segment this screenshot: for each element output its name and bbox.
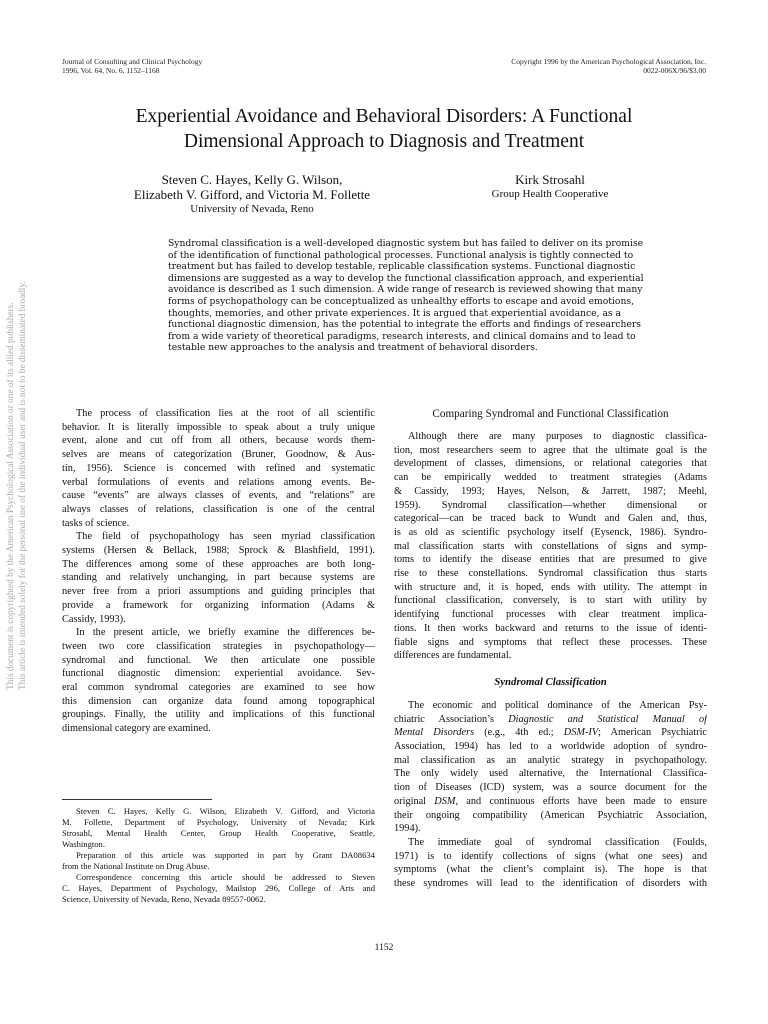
text-line: Strosahl, Mental Health Center, Group Health Cooperative, Seattle, xyxy=(62,828,375,838)
text-line: tion, most researchers seem to agree that the ultimate goal is the xyxy=(394,444,707,456)
footnote-paragraph xyxy=(62,872,375,905)
text-line: The economic and political dominance of the American Psy- xyxy=(408,699,707,711)
text-line: The only widely used alternative, the International Classifica- xyxy=(394,768,707,780)
text-line: systems (Hersen & Bellack, 1988; Sprock & Blashfield, 1991). xyxy=(62,545,375,557)
abstract-line: functional diagnostic dimension, has the potential to integrate the efforts and findings of researchers xyxy=(168,319,641,331)
issn-line: 0022-006X/96/$3.00 xyxy=(643,66,706,75)
subsection-heading: Syndromal Classification xyxy=(494,675,607,688)
text-line: tion of Diseases (ICD) system, was a source document for the xyxy=(394,782,707,794)
text-line: can be empirically wedded to treatment strategies (Adams xyxy=(394,472,707,484)
text-line: dimensional category are examined. xyxy=(62,723,211,735)
abstract-line: Syndromal classification is a well-developed diagnostic system but has failed to deliver on its promise xyxy=(168,238,644,249)
text-line: their ongoing compatibility (American Psychiatric Association, xyxy=(394,809,707,821)
text-line: symptoms (what the client’s complaint is). The hope is that xyxy=(394,864,707,876)
author-line: Elizabeth V. Gifford, and Victoria M. Follette xyxy=(133,187,371,202)
text-line: mal classification as an analytic strategy in psychopathology. xyxy=(394,754,707,766)
copyright-notice xyxy=(511,57,706,75)
sidebar-usage-line: This article is intended solely for the personal use of the individual user and is not to be disseminated broadly. xyxy=(18,281,28,690)
left-column xyxy=(62,407,375,736)
text-line: development of classes, dimensions, or relational categories that xyxy=(394,458,707,470)
text-line: Steven C. Hayes, Kelly G. Wilson, Elizabeth V. Gifford, and Victoria xyxy=(76,806,375,816)
text-line: Preparation of this article was supported in part by Grant DA08634 xyxy=(76,850,375,860)
manual-title: Diagnostic and Statistical Manual of xyxy=(508,713,707,725)
text-line: C. Hayes, Department of Psychology, Mailstop 296, College of Arts and xyxy=(62,883,375,893)
right-column xyxy=(394,407,707,891)
author-note xyxy=(62,806,375,905)
footnote-paragraph xyxy=(62,850,375,872)
text-run: (e.g., 4th ed.; xyxy=(474,727,564,739)
text-line: In the present article, we briefly examine the differences be- xyxy=(76,627,375,639)
footnote-paragraph xyxy=(62,806,375,850)
text-line: eral common syndromal categories are examined to see how xyxy=(62,682,375,694)
text-line: functional classification, conversely, is to start with utility by xyxy=(394,595,707,607)
text-line: fiable signs and symptoms that reflect these processes. These xyxy=(394,636,707,648)
body-paragraph xyxy=(394,836,707,891)
text-line: Association, 1994) has led to a worldwide adoption of syndro- xyxy=(394,741,707,753)
text-run: ; American Psychiatric xyxy=(598,727,707,739)
text-line: behavior. It is literally impossible to speak about a truly unique xyxy=(62,421,375,433)
journal-citation xyxy=(62,57,202,75)
text-line: rise to these constellations. Syndromal classification thus starts xyxy=(394,568,707,580)
text-line: tween two core classification strategies in psychopathology— xyxy=(62,640,375,652)
text-line: standing and relatively unchanging, in part because systems are xyxy=(62,572,375,584)
text-line: Science, University of Nevada, Reno, Nevada 89557-0062. xyxy=(62,894,266,904)
text-line: provide a framework for organizing information (Adams & xyxy=(62,599,375,611)
body-paragraph xyxy=(394,430,707,663)
text-run: original xyxy=(394,795,435,807)
page-number: 1152 xyxy=(374,943,394,953)
body-paragraph xyxy=(394,699,707,836)
text-line: toms to identify the disease entities that are presumed to give xyxy=(394,554,707,566)
text-line: verbal formulations of events and relations among events. Be- xyxy=(62,476,375,488)
text-line: Correspondence concerning this article should be addressed to Steven xyxy=(76,872,375,882)
abstract-line: thoughts, memories, and other private experiences. It is argued that experiential avoidance, as a xyxy=(168,307,622,319)
text-line: from the National Institute on Drug Abuse. xyxy=(62,861,210,871)
text-line: selves are means of categorization (Bruner, Goodnow, & Aus- xyxy=(62,449,375,461)
journal-volume: 1996, Vol. 64, No. 6, 1152–1168 xyxy=(62,66,160,75)
abstract-line: dimensions are suggested as a way to develop the functional classification approach, and experiential xyxy=(168,272,644,284)
title-line: Experiential Avoidance and Behavioral Disorders: A Functional xyxy=(135,106,633,127)
manual-title: Mental Disorders xyxy=(394,727,475,739)
text-run: , and continuous efforts have been made to ensure xyxy=(455,795,707,807)
text-line: functional diagnostic dimension: experiential avoidance. Sev- xyxy=(62,668,375,680)
text-line: Cassidy, 1993). xyxy=(62,613,126,625)
abstract xyxy=(168,238,644,354)
text-line: always classes of relations, classification is one of the central xyxy=(62,503,375,515)
text-line: The differences among some of these approaches are both long- xyxy=(62,558,375,570)
article-title xyxy=(60,104,708,154)
body-paragraph xyxy=(62,626,375,736)
text-line: Although there are many purposes to diagnostic classifica- xyxy=(408,431,707,442)
dsm-abbrev: DSM-IV xyxy=(563,727,599,739)
copyright-line: Copyright 1996 by the American Psychological Association, Inc. xyxy=(511,57,706,66)
author-block-right xyxy=(470,172,630,202)
text-line: this dimension can organize data found among topographical xyxy=(62,695,375,707)
dsm-abbrev: DSM xyxy=(434,795,456,807)
section-heading: Comparing Syndromal and Functional Classification xyxy=(432,408,669,420)
text-line: 1959). Syndromal classification—whether dimensional or xyxy=(394,499,707,511)
text-line: identifying functional processes with clear treatment implica- xyxy=(394,609,707,621)
sidebar-copyright-line: This document is copyrighted by the American Psychological Association or one of its allied publishers. xyxy=(6,302,16,690)
text-line: tin, 1956). Science is concerned with refined and systematic xyxy=(62,462,375,474)
author-block-left xyxy=(60,172,444,217)
footnote-rule xyxy=(62,799,212,800)
text-line: The immediate goal of syndromal classification (Foulds, xyxy=(408,836,707,848)
text-line: tions. It then works backward and returns to the issue of identi- xyxy=(394,622,707,634)
author-affiliation: University of Nevada, Reno xyxy=(190,203,314,215)
author-affiliation: Group Health Cooperative xyxy=(491,188,609,200)
text-line: tasks of science. xyxy=(62,517,130,529)
author-line: Steven C. Hayes, Kelly G. Wilson, xyxy=(161,172,343,187)
text-line xyxy=(394,713,707,727)
intro-paragraph xyxy=(62,407,375,530)
text-line: differences are fundamental. xyxy=(394,650,512,662)
title-line: Dimensional Approach to Diagnosis and Treatment xyxy=(183,131,585,152)
text-line: with structure and, it is hoped, ends with utility. The attempt in xyxy=(394,581,707,593)
abstract-line: from a wide variety of theoretical paradigms, research interests, and clinical domains and to lead to xyxy=(168,330,636,342)
text-line: The field of psychopathology has seen myriad classification xyxy=(76,531,375,543)
text-line: categorical—can be traced back to Wundt and Galen and, thus, xyxy=(394,513,707,525)
abstract-line: testable new approaches to the analysis and treatment of behavioral disorders. xyxy=(168,342,538,354)
text-line: 1994). xyxy=(394,823,421,835)
text-line: & Cassidy, 1993; Hayes, Nelson, & Jarrett, 1987; Meehl, xyxy=(394,485,707,497)
text-line: Washington. xyxy=(62,839,105,849)
text-line: never free from a priori assumptions and guiding principles that xyxy=(62,586,375,598)
abstract-line: forms of psychopathology can be conceptualized as unhealthy efforts to escape and avoid emotions, xyxy=(168,295,635,307)
text-line xyxy=(394,795,707,809)
abstract-line: treatment but has failed to develop testable, replicable classification systems. Functional diagnostic xyxy=(168,261,636,273)
text-line: cause “events” are always classes of events, and “relations” are xyxy=(62,490,375,502)
text-run: chiatric Association’s xyxy=(394,713,509,725)
body-paragraph xyxy=(62,530,375,626)
text-line: The process of classification lies at the root of all scientific xyxy=(76,408,375,419)
text-line xyxy=(394,726,707,740)
author-line: Kirk Strosahl xyxy=(515,172,585,187)
text-line: mal classification starts with constellations of signs and symp- xyxy=(394,540,707,552)
text-line: M. Follette, Department of Psychology, University of Nevada; Kirk xyxy=(62,817,375,827)
text-line: syndromal and functional. We then articulate one possible xyxy=(62,654,375,666)
abstract-line: avoidance is described as 1 such dimension. A wide range of research is reviewed showing that many xyxy=(168,284,643,296)
text-line: 1971) is to identify collections of signs (what one sees) and xyxy=(394,850,707,862)
text-line: is as old as scientific psychology itself (Eysenck, 1986). Syndro- xyxy=(394,526,707,538)
text-line: these syndromes will lead to the identification of disorders with xyxy=(394,878,707,890)
copyright-sidebar xyxy=(2,270,48,690)
journal-name: Journal of Consulting and Clinical Psychology xyxy=(62,57,203,66)
text-line: event, alone and cut off from all others, because words them- xyxy=(62,435,375,447)
text-line: groupings. Finally, the utility and implications of this functional xyxy=(62,709,375,721)
abstract-line: of the identification of functional pathological processes. Functional analysis is tightly connected to xyxy=(168,249,634,261)
